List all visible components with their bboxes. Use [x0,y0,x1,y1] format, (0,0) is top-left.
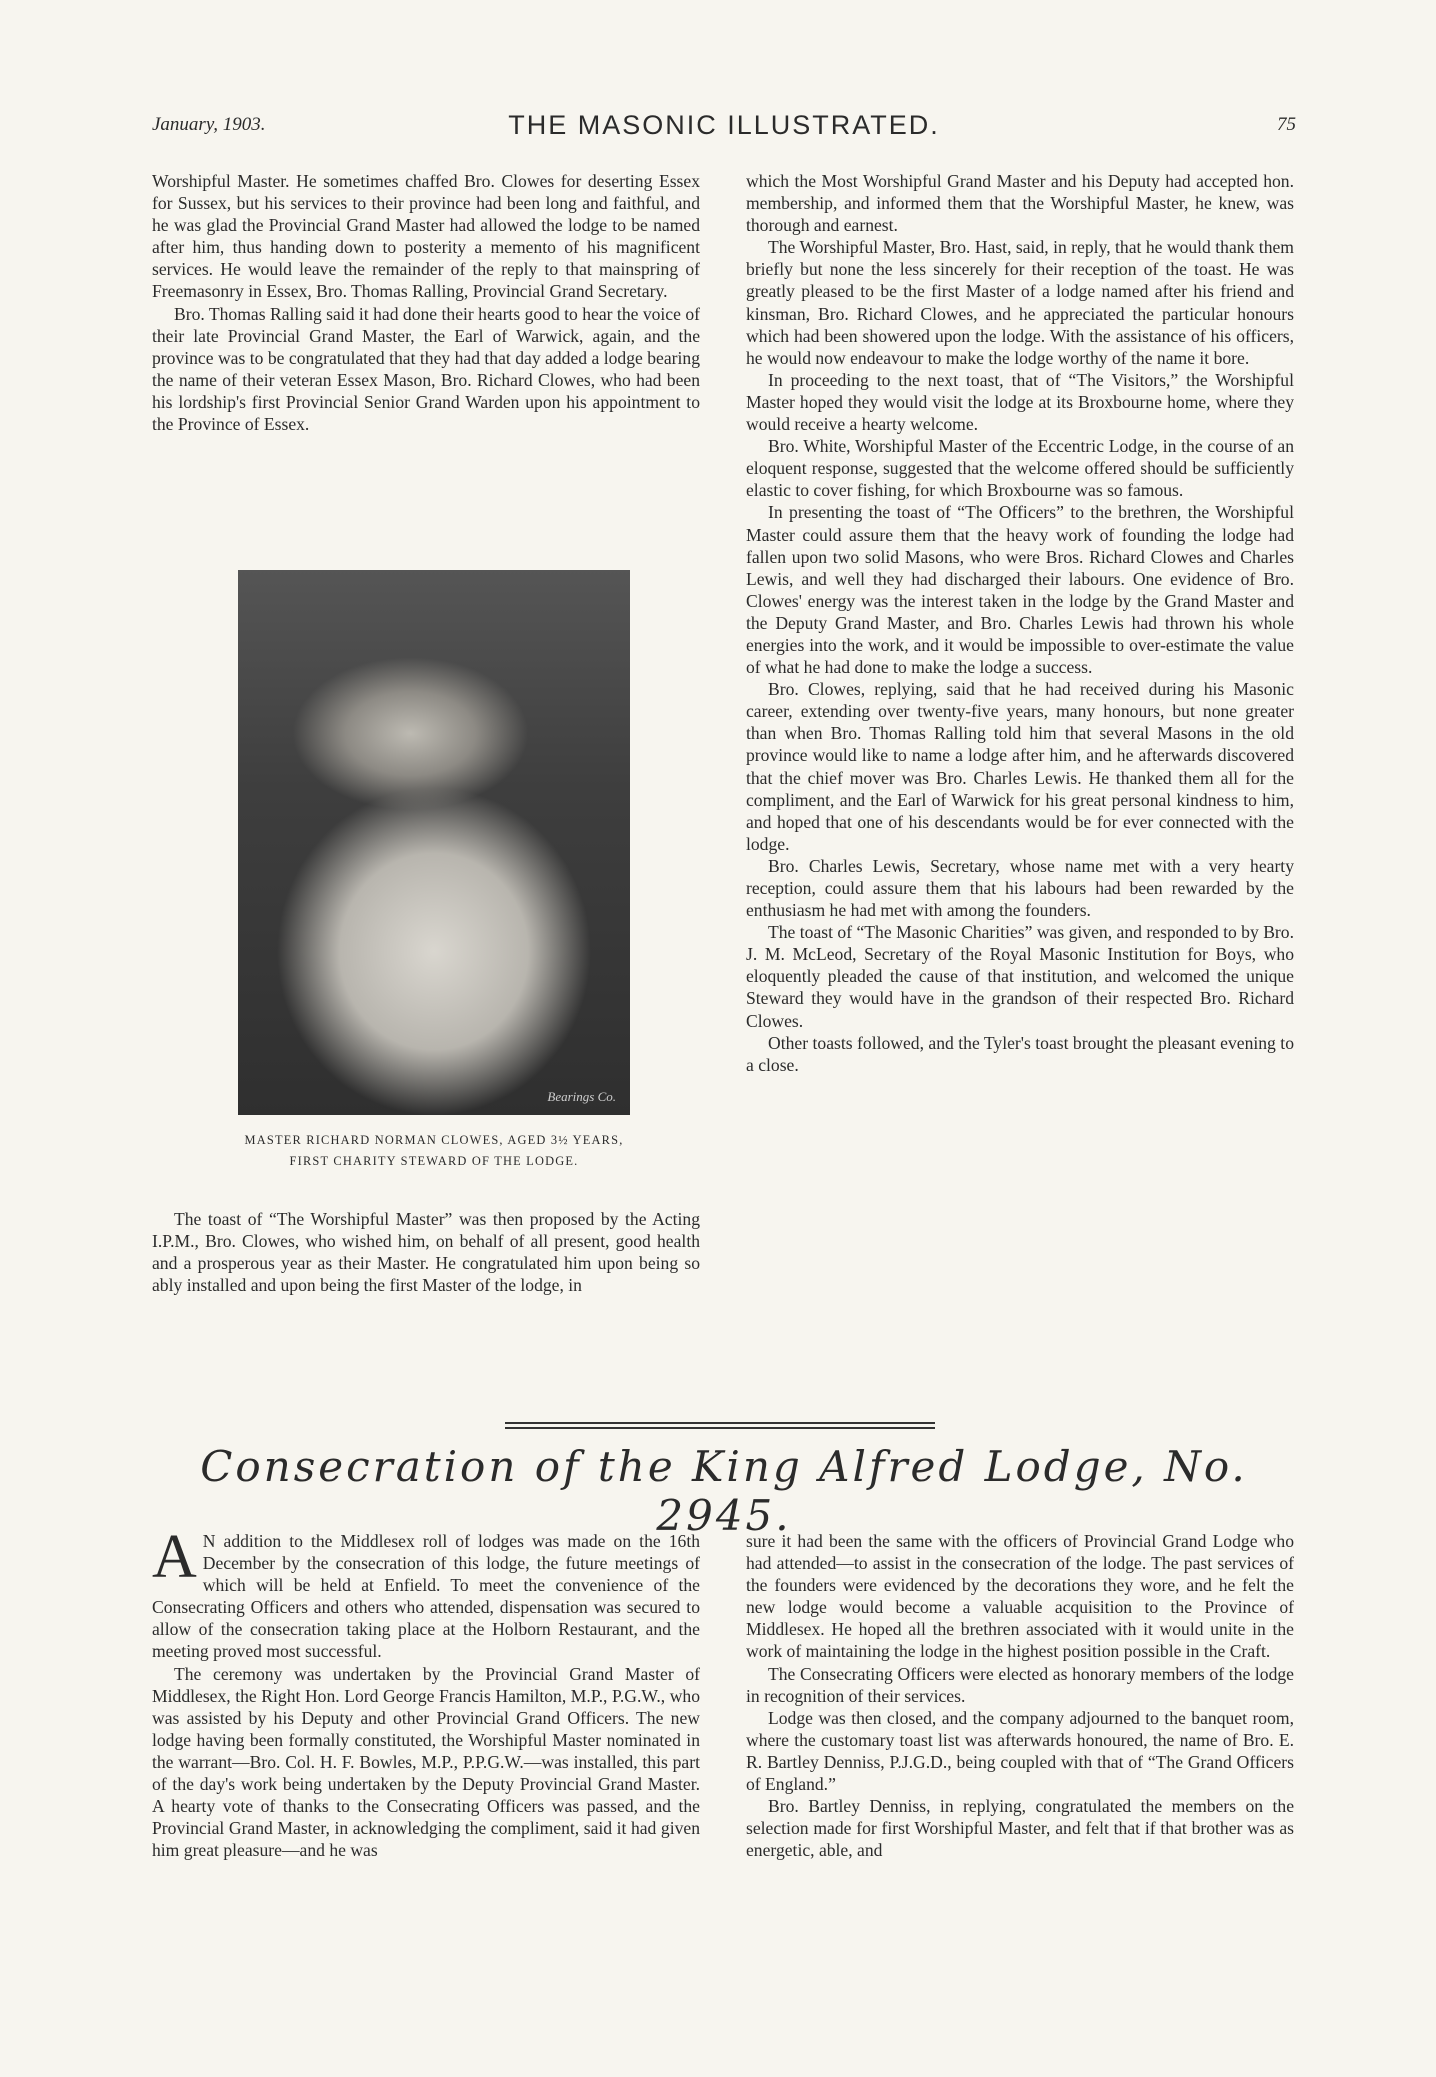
paragraph: Worshipful Master. He sometimes chaffed Bro. Clowes for deserting Essex for Sussex, but his services to their province had been long and faithful, and he was glad the Provincial Grand Master had allowed the lodge to be named after him, thus handing down to posterity a memento of his magnificent services. He would leave the remainder of the reply to that mainspring of Freemasonry in Essex, Bro. Thomas Ralling, Provincial Grand Secretary. [152,171,700,302]
paragraph: Lodge was then closed, and the company adjourned to the banquet room, where the customary toast list was afterwards honoured, the name of Bro. E. R. Bartley Denniss, P.J.G.D., being coupled with that of “The Grand Officers of England.” [746,1707,1294,1795]
caption-line: MASTER RICHARD NORMAN CLOWES, AGED 3½ YEARS, [244,1133,624,1147]
bottom-right-column [746,1530,1294,1861]
top-right-column [746,170,1294,1076]
paragraph: The ceremony was undertaken by the Provincial Grand Master of Middlesex, the Right Hon. Lord George Francis Hamilton, M.P., P.G.W., who was assisted by his Deputy and other Provincial Grand Officers. The new lodge having been formally constituted, the Worshipful Master nominated in the warrant—Bro. Col. H. F. Bowles, M.P., P.P.G.W.—was installed, this part of the day's work being undertaken by the Deputy Provincial Grand Master. A hearty vote of thanks to the Consecrating Officers was passed, and the Provincial Grand Master, in acknowledging the compliment, said it had given him great pleasure—and he was [152,1663,700,1861]
first-paragraph-text: N addition to the Middlesex roll of lodges was made on the 16th December by the consecration of this lodge, the future meetings of which will be held at Enfield. To meet the convenience of the Consecrating Officers and others who attended, dispensation was secured to allow of the consecration taking place at the Holborn Restaurant, and the meeting proved most successful. [152,1531,700,1662]
left-column-below-photo [152,1208,700,1296]
paragraph: The toast of “The Masonic Charities” was given, and responded to by Bro. J. M. McLeod, Secretary of the Royal Masonic Institution for Boys, who eloquently pleaded the cause of that institution, and welcomed the unique Steward they would have in the grandson of their respected Bro. Richard Clowes. [746,922,1294,1031]
paragraph: Bro. Clowes, replying, said that he had received during his Masonic career, extending over twenty-five years, many honours, but none greater than when Bro. Thomas Ralling told him that several Masons in the old province would like to name a lodge after him, and he afterwards discovered that the chief mover was Bro. Charles Lewis. He thanked them all for the compliment, and the Earl of Warwick for his great personal kindness to him, and hoped that one of his descendants would be for ever connected with the lodge. [746,679,1294,854]
magazine-title: THE MASONIC ILLUSTRATED. [508,110,940,140]
first-paragraph [152,1523,700,1663]
photo-caption [180,1130,688,1172]
paragraph: The toast of “The Worshipful Master” was then proposed by the Acting I.P.M., Bro. Clowes, who wished him, on behalf of all present, good health and a prosperous year as their Master. He congratulated him upon being so ably installed and upon being the first Master of the lodge, in [152,1209,700,1296]
portrait-photo [238,570,630,1115]
paragraph: sure it had been the same with the officers of Provincial Grand Lodge who had attended—to assist in the consecration of the lodge. The past services of the founders were evidenced by the decorations they wore, and he felt the new lodge would become a valuable acquisition to the Province of Middlesex. He hoped all the brethren associated with it would unite in the work of maintaining the lodge in the highest position possible in the Craft. [746,1531,1294,1662]
page-number: 75 [1277,114,1296,135]
issue-date: January, 1903. [152,114,266,135]
photographer-signature: Bearings Co. [547,1089,616,1104]
drop-cap: A [152,1523,197,1591]
article-heading: Consecration of the King Alfred Lodge, No. 2945. [200,1442,1248,1540]
paragraph: Bro. Thomas Ralling said it had done their hearts good to hear the voice of their late Provincial Grand Master, the Earl of Warwick, again, and the province was to be congratulated that they had that day added a lodge bearing the name of their veteran Essex Mason, Bro. Richard Clowes, who had been his lordship's first Provincial Senior Grand Warden upon his appointment to the Province of Essex. [152,303,700,435]
paragraph: Other toasts followed, and the Tyler's toast brought the pleasant evening to a close. [746,1032,1294,1075]
caption-line: FIRST CHARITY STEWARD OF THE LODGE. [289,1154,579,1168]
paragraph: which the Most Worshipful Grand Master and his Deputy had accepted hon. membership, and informed them that the Worshipful Master, he knew, was thorough and earnest. [746,171,1294,236]
paragraph: Bro. White, Worshipful Master of the Eccentric Lodge, in the course of an eloquent response, suggested that the welcome offered should be sufficiently elastic to cover fishing, for which Broxbourne was so famous. [746,436,1294,501]
top-left-column [152,170,700,435]
paragraph: The Worshipful Master, Bro. Hast, said, in reply, that he would thank them briefly but none the less sincerely for their reception of the toast. He was greatly pleased to be the first Master of a lodge named after his friend and kinsman, Bro. Richard Clowes, and he appreciated the particular honours which had been showered upon the lodge. With the assistance of his officers, he would now endeavour to make the lodge worthy of the name it bore. [746,237,1294,368]
bottom-left-column [152,1523,700,1861]
section-divider [505,1422,935,1432]
paragraph: In proceeding to the next toast, that of “The Visitors,” the Worshipful Master hoped they would visit the lodge at its Broxbourne home, where they would receive a hearty welcome. [746,369,1294,435]
paragraph: Bro. Charles Lewis, Secretary, whose name met with a very hearty reception, could assure them that his labours had been rewarded by the enthusiasm he had met with among the founders. [746,855,1294,921]
paragraph: In presenting the toast of “The Officers” to the brethren, the Worshipful Master could assure them that the heavy work of founding the lodge had fallen upon two solid Masons, who were Bros. Richard Clowes and Charles Lewis, and well they had discharged their labours. One evidence of Bro. Clowes' energy was the interest taken in the lodge by the Grand Master and the Deputy Grand Master, and Bro. Charles Lewis had thrown his whole energies into the work, and it would be impossible to over-estimate the value of what he had done to make the lodge a success. [746,502,1294,678]
paragraph: The Consecrating Officers were elected as honorary members of the lodge in recognition of their services. [746,1663,1294,1706]
paragraph: Bro. Bartley Denniss, in replying, congratulated the members on the selection made for first Worshipful Master, and felt that if that brother was as energetic, able, and [746,1796,1294,1861]
running-head [152,110,1296,144]
